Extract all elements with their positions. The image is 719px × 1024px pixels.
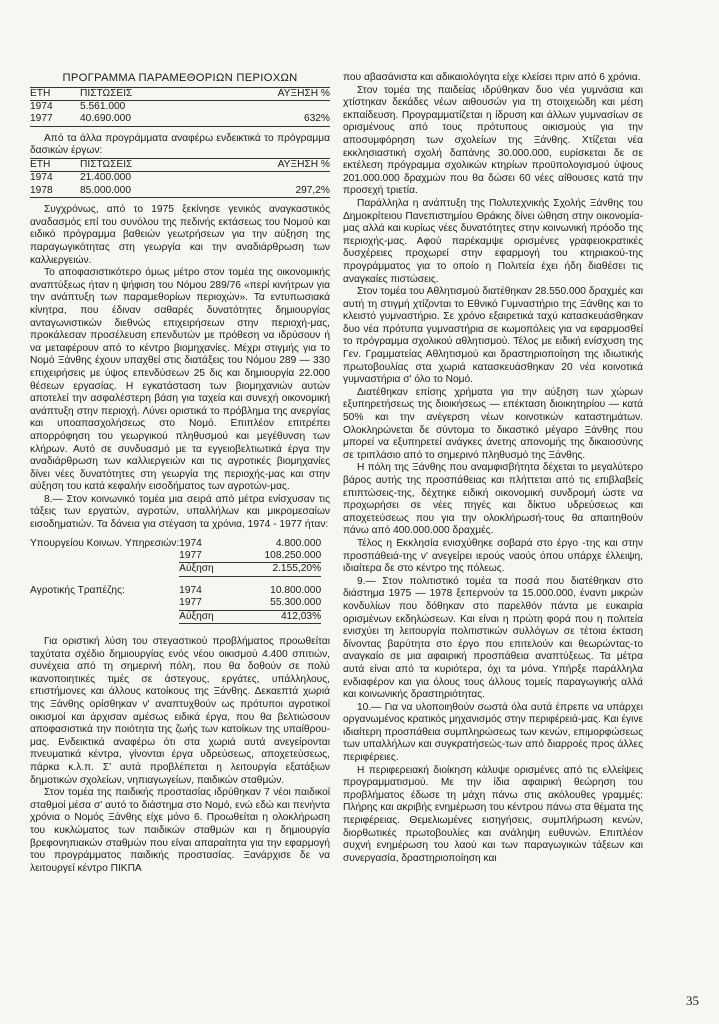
loan-amount: 4.800.000 <box>275 537 322 549</box>
loan-amount: 10.800.000 <box>270 584 322 596</box>
loan-increase-row <box>30 563 321 576</box>
cell-increase: 297,2% <box>295 184 330 196</box>
paragraph: Για οριστική λύση του στεγαστικού προβλήματος προωθείται ταχύτατα σχέδιο δημιουργίας ενός νέου οικισμού 4.400 σπιτιών, συνέχεια από τη σημερινή πόλη, που θα δοθούν σε πολύ ικανοποιητικές τιμές σε άστεγους, εργάτες, υπάλληλους, επιστήμονες και άλλους κατοίκους της Ξάνθης. Δεκαεπτά χωριά της Ξάνθης ορίσθηκαν ν' αναπτυχθούν ως πρότυποι αγροτικοί οικισμοί και άρχισαν αμέσως ειδικά έργα, που θα βελτιώσουν αποφασιστικά την ποιότητα της ζωής των κατοίκων της υπαίθρου-μας. Ενδεικτικά αναφέρω ότι στα χωριά αυτά ανεγείρονται πνευματικά κέντρα, γίνονται έργα υδρεύσεως, αποχετεύσεως, πάρκα κ.λ.π. Σ' αυτά προβλέπεται η λειτουργία εξατάξιων δημοτικών σχολείων, νηπιαγωγείων, παιδικών σταθμών. <box>30 636 330 786</box>
table-row <box>30 101 330 113</box>
forest-works-program-table <box>30 158 330 198</box>
cell-year: 1978 <box>30 184 53 196</box>
cell-year: 1977 <box>30 113 53 125</box>
paragraph: Διατέθηκαν επίσης χρήματα για την αύξηση των χώρων εξυπηρετήσεως της διοικήσεως — επέκταση διοικητηρίου — κατά 50% και την ανέγερση νέων κοινοτικών καταστημάτων. Ολοκληρώνεται δε σύντομα το δικαστικό μέγαρο Ξάνθης που μπορεί να εξυπηρετεί ανάγκες άνετης απονομής της δικαιοσύνης σε τριπλάσιο από το σημερινό πληθυσμό της Ξάνθης. <box>343 386 643 461</box>
paragraph: 8.— Στον κοινωνικό τομέα μια σειρά από μέτρα ενίσχυσαν τις τάξεις των εργατών, αγροτών, υπαλλήλων και μικρομεσαίων εισοδηματιών. Τα δάνεια για στέγαση τα χρόνια, 1974 - 1977 ήταν: <box>30 493 330 531</box>
cell-year: 1974 <box>30 101 53 112</box>
table-row <box>30 185 330 198</box>
col-header-credits: ΠΙΣΤΩΣΕΙΣ <box>80 159 133 170</box>
loan-row <box>30 538 321 550</box>
loan-year: 1977 <box>179 597 202 609</box>
cell-credits: 40.690.000 <box>80 113 131 125</box>
col-header-increase: ΑΥΞΗΣΗ % <box>277 159 330 170</box>
cell-credits: 85.000.000 <box>80 184 131 196</box>
table-header-row <box>30 159 330 172</box>
col-header-years: ΕΤΗ <box>30 87 51 99</box>
col-header-credits: ΠΙΣΤΩΣΕΙΣ <box>80 87 133 99</box>
housing-loans-table <box>30 538 321 624</box>
paragraph: Τέλος η Εκκλησία ενισχύθηκε σοβαρά στο έργο -της και στην προσπάθειά-της ν' ανεγείρει ιερούς ναούς όπου υπάρχε έλλειψη, ιδιαίτερα δε στο κέντρο της πόλεως. <box>343 537 643 575</box>
paragraph: Παράλληλα η ανάπτυξη της Πολυτεχνικής Σχολής Ξάνθης του Δημοκρίτειου Πανεπιστημίου Θράκης δίνει ώθηση στην οικονομία-μας αλλά και κυρίως νέες δυνατότητες στην κοινωνική πρόοδο της περιοχής-μας. Αφού παρέκαμψε ορισμένες γραφειοκρατικές δυσχέρειες προχωρεί στην εφαρμογή του κτηριακού-της προγράμματος για το οποίο η Πολιτεία έχει ήδη διαθέσει τις αναγκαίες πιστώσεις. <box>343 197 643 285</box>
page-number: 35 <box>686 993 699 1008</box>
paragraph: Η περιφερειακή διοίκηση κάλυψε ορισμένες από τις ελλείψεις προγραμματισμού. Με την ίδια αφαιρική θεώρηση του προβλήματος έδωσε τη μάχη πάνω στις ακόλουθες γραμμές: Πλήρης και ακριβής ενημέρωση του κέντρου πάνω στα θέματα της περιφέρειας. Θεμελιωμένες εισηγήσεις, συμπλήρωση κενών, διορθωτικές πρωτοβουλίες και ανάληψη ευθυνών. Επιπλέον συχνή ενημέρωση του λαού και των παραγωγικών τάξεων και συνεργασία, δραστηριοποίηση και <box>343 764 643 864</box>
cell-credits: 5.561.000 <box>80 101 126 112</box>
paragraph: Συγχρόνως, από το 1975 ξεκίνησε γενικός αναγκαστικός αναδασμός επί του συνόλου της πεδινής εκτάσεως του Νομού και ειδικό πρόγραμμα βαθειών γεωτρήσεων για την αύξηση της παραγωγικότητας στη γεωργία και την αναδιάρθρωση των καλλιεργειών. <box>30 204 330 266</box>
loan-row <box>30 597 321 610</box>
loan-source-label: Υπουργείου Κοινων. Υπηρεσιών: <box>30 537 180 549</box>
loan-increase-row <box>30 610 321 623</box>
col-header-increase: ΑΥΞΗΣΗ % <box>277 87 330 99</box>
right-column <box>343 72 643 865</box>
section-heading: ΠΡΟΓΡΑΜΜΑ ΠΑΡΑΜΕΘΟΡΙΩΝ ΠΕΡΙΟΧΩΝ <box>62 72 298 84</box>
loan-year: 1974 <box>179 584 202 596</box>
table-row <box>30 113 330 126</box>
table-header-row <box>30 88 330 101</box>
increase-label: Αύξηση <box>179 610 221 623</box>
paragraph: Το αποφασιστικότερο όμως μέτρο στον τομέα της οικονομικής αναπτύξεως ήταν η ψήφιση του Νόμου 289/76 «περί κινήτρων για την ανάπτυξη των παραμεθορίων περιοχών». Τα εντυπωσιακά κίνητρα, που έδιναν σαθαρές δυνατότητες δημιουργίας ανταγωνιστικών διεθνώς επιχειρήσεων στην περιοχή-μας, προκάλεσαν προσέλευση επενδυτών με πρόθεση να ιδρύσουν ή να μεταφέρουν από το κέντρο βιομηχανίες. Μέχρι στιγμής για το Νομό Ξάνθης έχουν υπαχθεί στις διατάξεις του Νόμου 289 — 330 επιχειρήσεις με ύψος επενδύσεων 25 δις και δημιουργία 22.000 θέσεων εργασίας. Η εγκατάσταση των βιομηχανιών αυτών αποτελεί την ασφαλέστερη βάση για ταχεία και συνεχή οικονομική ανάπτυξη στην περιοχή. Λύνει οριστικά το πρόβλημα της ανεργίας και υποαπασχολήσεως στο Νομό. Επιπλέον επιτρέπει απορρόφηση του γεωργικού πληθυσμού και μεγέθυνση των κλήρων. Αυτό σε συνδυασμό με τα εγγειοβελτιωτικά έργα την αναδιάρθρωση των καλλιεργειών και τις αγροτικές βιομηχανίες δίνει νέες δυνατότητες στη γεωργία της περιοχής-μας και στην αύξηση του κατά κεφαλήν εισοδήματος των αγροτών-μας. <box>30 267 330 493</box>
left-column <box>30 72 330 875</box>
loan-source-label: Αγροτικής Τραπέζης: <box>30 584 125 596</box>
paragraph: Η πόλη της Ξάνθης που αναμφισβήτητα δέχεται το μεγαλύτερο βάρος αυτής της προσπάθειας και πλήττεται από τις επιβλαβείς επιπτώσεις-της, δέχτηκε ειδική οικονομική συνδρομή ώστε να προχωρήσει σε νέες πηγές και δίκτυο υδρεύσεως και αποχετεύσεως που για την ολοκλήρωσή-τους θα απαιτηθούν πάνω από 400.000.000 δραχμές. <box>343 462 643 537</box>
loan-row <box>30 550 321 563</box>
loan-row <box>30 585 321 597</box>
increase-value: 412,03% <box>221 610 321 623</box>
paragraph: Στον τομέα της παιδικής προστασίας ιδρύθηκαν 7 νέοι παιδικοί σταθμοί μέσα σ' αυτό το διάστημα στο Νομό, ενώ εδώ και πενήντα χρόνια ο Νομός Ξάνθης είχε μόνο 6. Προωθείται η ολοκλήρωση του κυκλώματος των παιδικών σταθμών και η δημιουργία βρεφονηπιακών σταθμών που είναι απαραίτητα για την εφαρμογή του προγράμματος παιδικής προστασίας. Ξανάρχισε δε να λειτουργεί κέντρο ΠΙΚΠΑ <box>30 787 330 874</box>
loan-year: 1977 <box>179 550 202 562</box>
paragraph: 10.— Για να υλοποιηθούν σωστά όλα αυτά έπρεπε να υπάρχει οργανωμένος κρατικός μηχανισμός στην περιφέρειά-μας. Και έγινε ιδιαίτερη προσπάθεια συμπληρώσεως των κενών, επιμορφώσεως των υπαλλήλων και συγκρατήσεώς-των από διαρροές προς άλλες περιφέρειες. <box>343 701 643 764</box>
paragraph: 9.— Στον πολιτιστικό τομέα τα ποσά που διατέθηκαν στο διάστημα 1975 — 1978 ξεπερνούν τα 15.000.000, έναντι μικρών κονδυλίων που δόθηκαν στο παρελθόν πάντα με ευκαιρία ορισμένων εκδηλώσεων. Και είναι η πρώτη φορά που η πολιτεία ενισχύει τη λειτουργία πολιτιστικών συλλόγων σε τέτοια έκταση δίνοντας βαρύτητα στο έργο που επιτελούν και θεωρώντας-το αναγκαίο σε μια αφαιρική προσπάθεια αναπτύξεως. Τα μέτρα αυτά είναι από τα κυριότερα, όχι τα μόνα. Υπήρξε παράλληλα ενδιαφέρον και για όλους τους άλλους τομείς παραγωγικής αλλά και κοινωνικής δραστηριότητας. <box>343 575 643 701</box>
loan-year: 1974 <box>179 537 202 549</box>
col-header-years: ΕΤΗ <box>30 159 51 170</box>
cell-increase <box>210 172 330 184</box>
table-row <box>30 172 330 184</box>
loan-amount: 55.300.000 <box>270 597 322 609</box>
cell-year: 1974 <box>30 172 53 184</box>
paragraph: Από τα άλλα προγράμματα αναφέρω ενδεικτικά το πρόγραμμα δασικών έργων: <box>30 132 330 157</box>
border-areas-program-table <box>30 87 330 127</box>
increase-label: Αύξηση <box>179 563 221 576</box>
cell-increase: 632% <box>303 113 330 125</box>
cell-increase <box>210 101 330 113</box>
paragraph: Στον τομέα του Αθλητισμού διατέθηκαν 28.550.000 δραχμές και αυτή τη στιγμή χτίζονται το Εθνικό Γυμναστήριο της Ξάνθης και το κλειστό γυμναστήριο. Σε χρόνο εξαιρετικά ταχύ κατασκευάσθηκαν δυο νέα πρότυπα γυμναστήρια σε κωμοπόλεις για να εφαρμοσθεί το πρόγραμμα σχολικού αθλητισμού. Τέλος με ειδική ενίσχυση της Γεν. Γραμματείας Αθλητισμού και δραστηριοποίηση της ιδιωτικής πρωτοβουλίας στα χωριά κατασκευάσθηκαν 20 νέα κοινοτικά γυμναστήρια σ' όλο το Νομό. <box>343 286 643 386</box>
paragraph: Στον τομέα της παιδείας ιδρύθηκαν δυο νέα γυμνάσια και χτίστηκαν δεκάδες νέων αιθουσών για τη στοιχειώδη και μέση εκπαίδευση. Προγραμματίζεται η ίδρυση και άλλων γυμνασίων σε ορισμένους από τους πρότυπους οικισμούς για την αποσυμφόρηση των σχολείων της Ξάνθης. Χτίζεται νέα εκκλησιαστική σχολή δαπάνης 30.000.000, ευρίσκεται δε σε εκτέλεση πρόγραμμα σχολικών κτηρίων προϋπολογισμού ύψους 201.000.000 δραχμών που θα δώσει 60 νέες αίθουσες κατά την προσεχή τριετία. <box>343 84 643 197</box>
paragraph: που αβασάνιστα και αδικαιολόγητα είχε κλείσει πριν από 6 χρόνια. <box>343 72 641 83</box>
loan-amount: 108.250.000 <box>264 550 322 562</box>
cell-credits: 21.400.000 <box>80 172 131 184</box>
increase-value: 2.155,20% <box>221 563 321 576</box>
